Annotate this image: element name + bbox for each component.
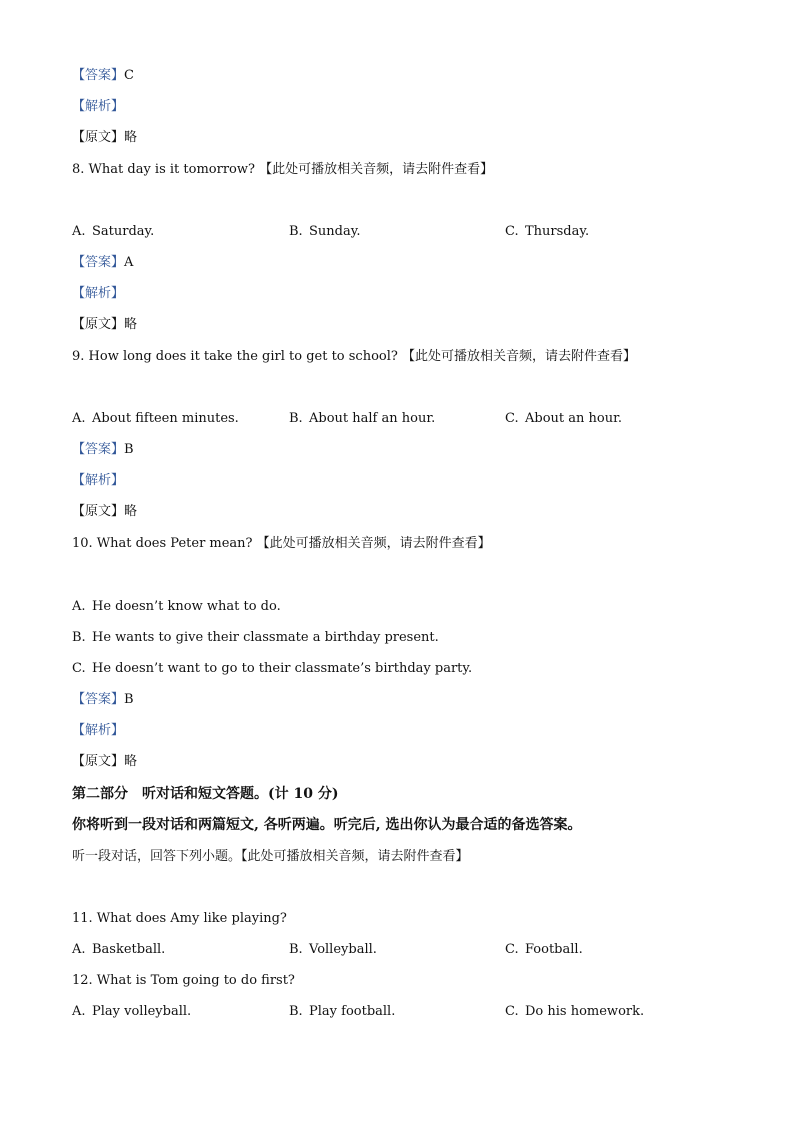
- option-q10-a[interactable]: A. He doesn’t know what to do.: [72, 599, 281, 614]
- original-line-q8: 【原文】略: [72, 317, 138, 332]
- option-q9-c[interactable]: C. About an hour.: [505, 411, 623, 426]
- section-title: 第二部分 听对话和短文答题。(计 10 分): [72, 786, 339, 802]
- answer-line-q9: 【答案】B: [72, 442, 134, 457]
- option-q9-b[interactable]: B. About half an hour.: [289, 411, 436, 426]
- option-q10-b[interactable]: B. He wants to give their classmate a birthday present.: [72, 630, 439, 645]
- option-q9-a[interactable]: A. About fifteen minutes.: [72, 411, 239, 426]
- original-line-q10: 【原文】略: [72, 754, 138, 769]
- answer-line-q7: 【答案】C: [72, 68, 134, 83]
- option-q10-c[interactable]: C. He doesn’t want to go to their classmate’s birthday party.: [72, 661, 473, 676]
- question-q11: 11. What does Amy like playing?: [72, 911, 287, 926]
- option-q12-a[interactable]: A. Play volleyball.: [72, 1004, 192, 1019]
- option-q12-b[interactable]: B. Play football.: [289, 1004, 396, 1019]
- question-q10: 10. What does Peter mean? 【此处可播放相关音频，请去附件查看】: [72, 536, 491, 551]
- option-q12-c[interactable]: C. Do his homework.: [505, 1004, 645, 1019]
- analysis-line-q8: 【解析】: [72, 286, 125, 301]
- answer-line-q10: 【答案】B: [72, 692, 134, 707]
- option-q11-c[interactable]: C. Football.: [505, 942, 583, 957]
- answer-line-q8: 【答案】A: [72, 255, 134, 270]
- option-q8-c[interactable]: C. Thursday.: [505, 224, 590, 239]
- option-q8-a[interactable]: A. Saturday.: [72, 224, 155, 239]
- analysis-line-q7: 【解析】: [72, 99, 125, 114]
- original-line-q7: 【原文】略: [72, 130, 138, 145]
- analysis-line-q10: 【解析】: [72, 723, 125, 738]
- question-q8: 8. What day is it tomorrow? 【此处可播放相关音频，请去附件查看】: [72, 162, 494, 177]
- option-q8-b[interactable]: B. Sunday.: [289, 224, 361, 239]
- option-q11-a[interactable]: A. Basketball.: [72, 942, 166, 957]
- option-q11-b[interactable]: B. Volleyball.: [289, 942, 377, 957]
- section-subinstruction: 听一段对话，回答下列小题。【此处可播放相关音频，请去附件查看】: [72, 849, 469, 864]
- original-line-q9: 【原文】略: [72, 504, 138, 519]
- analysis-line-q9: 【解析】: [72, 473, 125, 488]
- section-instruction: 你将听到一段对话和两篇短文, 各听两遍。听完后, 选出你认为最合适的备选答案。: [72, 817, 582, 833]
- question-q12: 12. What is Tom going to do first?: [72, 973, 295, 988]
- question-q9: 9. How long does it take the girl to get to school? 【此处可播放相关音频，请去附件查看】: [72, 349, 636, 364]
